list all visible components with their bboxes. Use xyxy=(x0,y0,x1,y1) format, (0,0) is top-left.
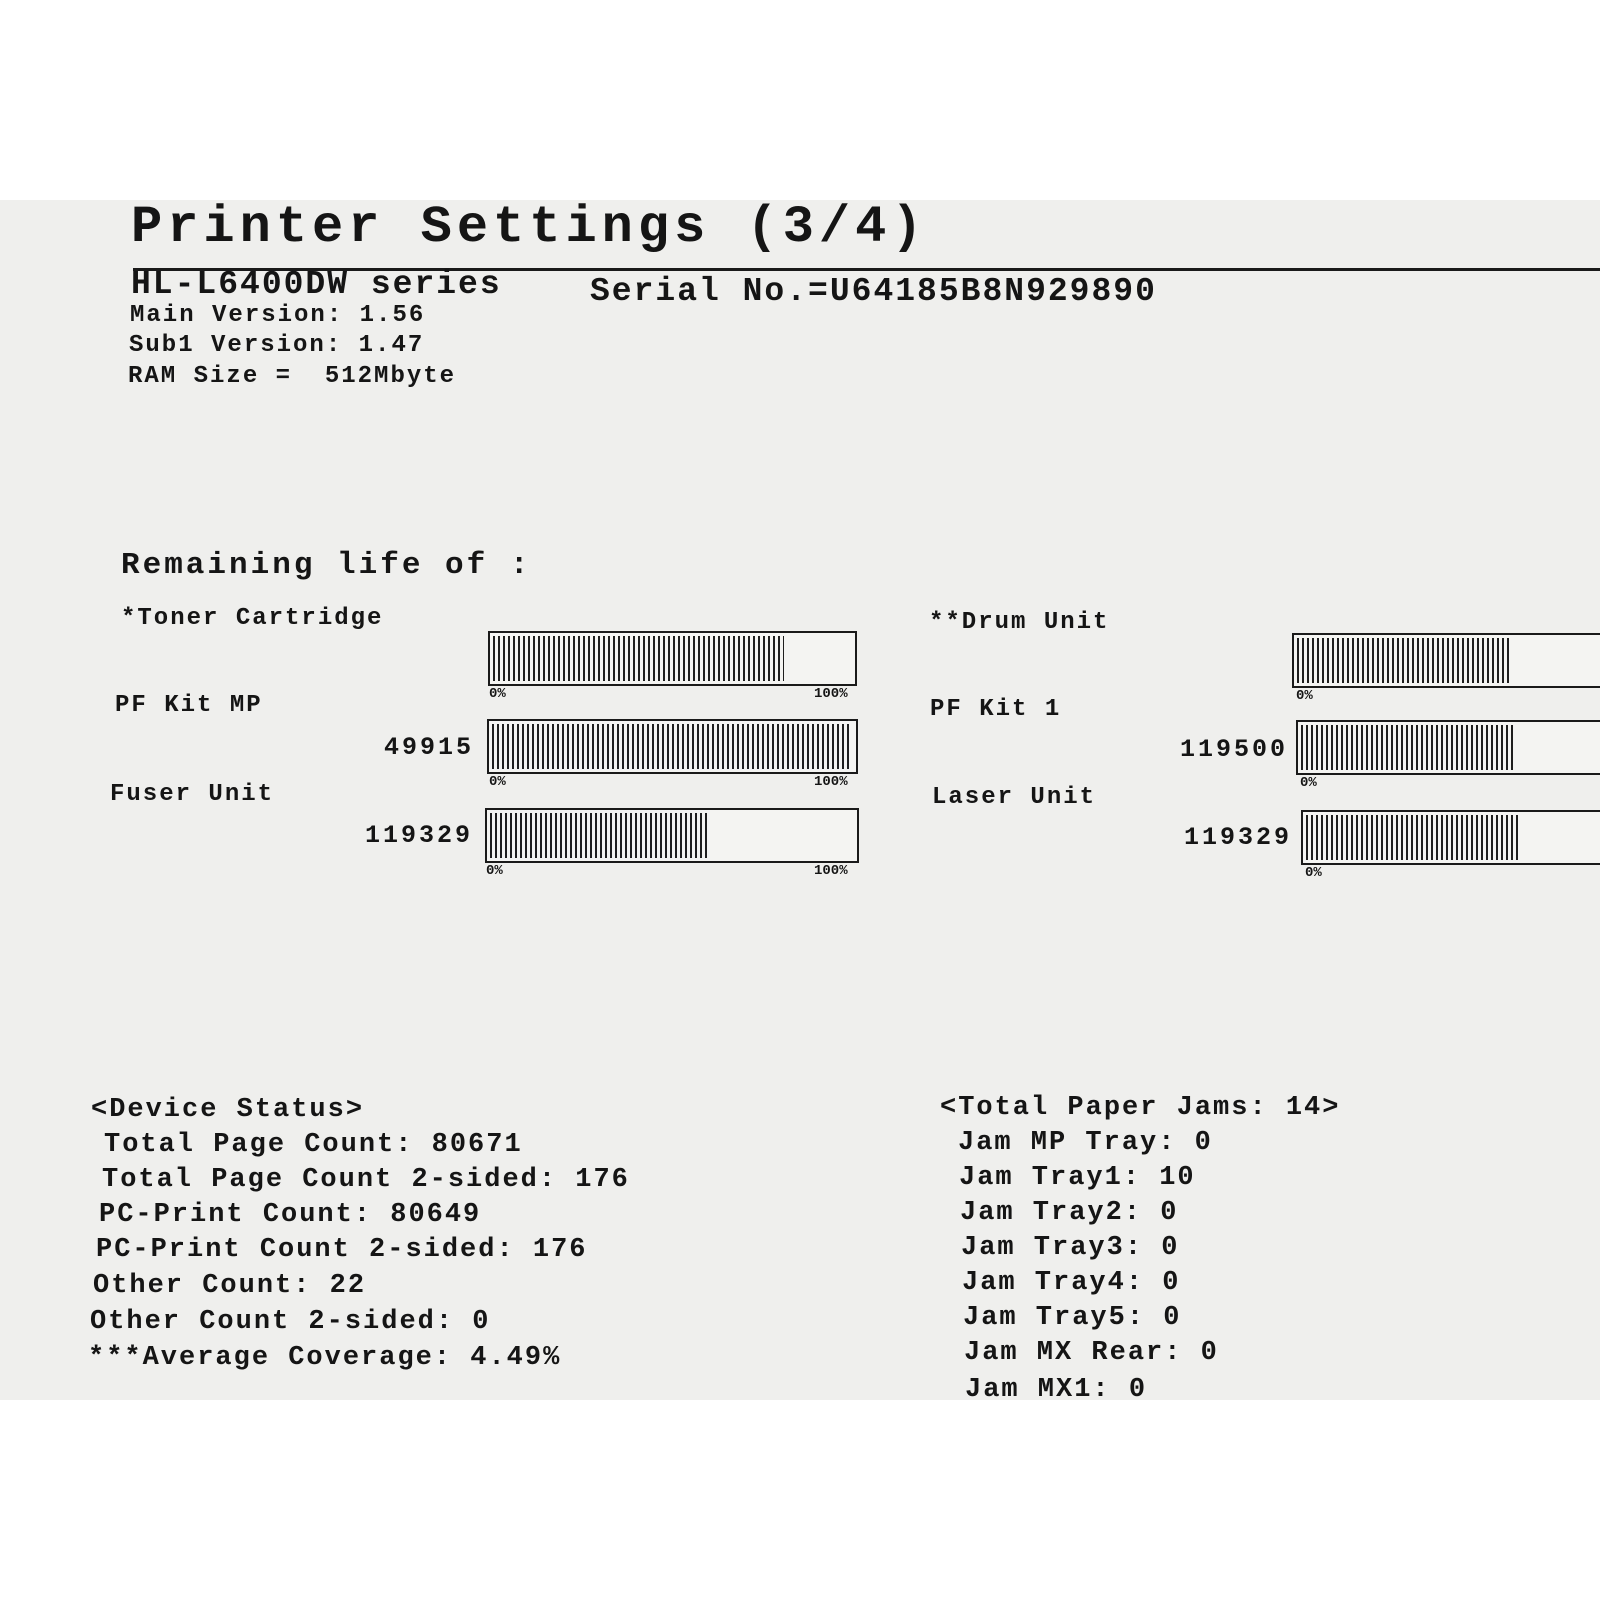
toner-scale-max: 100% xyxy=(814,686,848,702)
laser-unit-label: Laser Unit xyxy=(932,784,1097,811)
jam-tray5: Jam Tray5: 0 xyxy=(963,1303,1182,1333)
drum-unit-bar xyxy=(1292,633,1600,688)
toner-cartridge-level xyxy=(493,636,784,681)
drum-unit-label: **Drum Unit xyxy=(929,609,1110,636)
other-count: Other Count: 22 xyxy=(93,1271,367,1301)
jam-mx-rear: Jam MX Rear: 0 xyxy=(964,1338,1219,1368)
laser-scale-min: 0% xyxy=(1305,865,1322,881)
toner-scale-min: 0% xyxy=(489,686,506,702)
sub1-version: Sub1 Version: 1.47 xyxy=(129,332,425,359)
total-page-count: Total Page Count: 80671 xyxy=(104,1130,523,1160)
fuser-unit-label: Fuser Unit xyxy=(110,781,275,808)
pf-kit-1-label: PF Kit 1 xyxy=(930,696,1062,723)
pc-print-count: PC-Print Count: 80649 xyxy=(99,1200,482,1230)
toner-cartridge-bar xyxy=(488,631,857,686)
pf-kit-mp-scale-min: 0% xyxy=(489,774,506,790)
fuser-unit-level xyxy=(490,813,708,858)
jam-tray3: Jam Tray3: 0 xyxy=(961,1233,1180,1263)
page-title: Printer Settings (3/4) xyxy=(131,200,928,257)
ram-size: RAM Size = 512Mbyte xyxy=(128,363,457,390)
pf-kit-mp-label: PF Kit MP xyxy=(115,692,263,719)
pf-kit-1-count: 119500 xyxy=(1180,735,1289,764)
jam-tray2: Jam Tray2: 0 xyxy=(960,1198,1179,1228)
pf-kit-mp-bar xyxy=(487,719,858,774)
printout-page xyxy=(0,200,1600,1400)
pf-kit-mp-level xyxy=(492,724,849,769)
fuser-unit-count: 119329 xyxy=(365,821,474,850)
pf-kit-1-bar xyxy=(1296,720,1600,775)
pf-kit-mp-scale-max: 100% xyxy=(814,774,848,790)
pf-kit-1-scale-min: 0% xyxy=(1300,775,1317,791)
jam-tray1: Jam Tray1: 10 xyxy=(959,1163,1196,1193)
remaining-life-heading: Remaining life of : xyxy=(121,548,532,583)
fuser-scale-min: 0% xyxy=(486,863,503,879)
laser-unit-count: 119329 xyxy=(1184,823,1293,852)
total-paper-jams-heading: <Total Paper Jams: 14> xyxy=(940,1093,1341,1123)
laser-unit-level xyxy=(1306,815,1521,860)
drum-scale-min: 0% xyxy=(1296,688,1313,704)
drum-unit-level xyxy=(1297,638,1509,683)
model-name: HL-L6400DW series xyxy=(131,266,502,303)
pf-kit-mp-count: 49915 xyxy=(384,733,475,762)
jam-tray4: Jam Tray4: 0 xyxy=(962,1268,1181,1298)
average-coverage: ***Average Coverage: 4.49% xyxy=(88,1343,562,1373)
toner-cartridge-label: *Toner Cartridge xyxy=(121,605,384,632)
pc-print-count-2-sided: PC-Print Count 2-sided: 176 xyxy=(96,1235,588,1265)
total-page-count-2-sided: Total Page Count 2-sided: 176 xyxy=(102,1165,630,1195)
jam-mx1: Jam MX1: 0 xyxy=(965,1375,1148,1400)
fuser-unit-bar xyxy=(485,808,859,863)
laser-unit-bar xyxy=(1301,810,1600,865)
serial-number: Serial No.=U64185B8N929890 xyxy=(590,273,1157,310)
other-count-2-sided: Other Count 2-sided: 0 xyxy=(90,1307,491,1337)
main-version: Main Version: 1.56 xyxy=(130,302,426,329)
device-status-heading: <Device Status> xyxy=(91,1095,365,1125)
pf-kit-1-level xyxy=(1301,725,1516,770)
fuser-scale-max: 100% xyxy=(814,863,848,879)
jam-mp-tray: Jam MP Tray: 0 xyxy=(958,1128,1213,1158)
